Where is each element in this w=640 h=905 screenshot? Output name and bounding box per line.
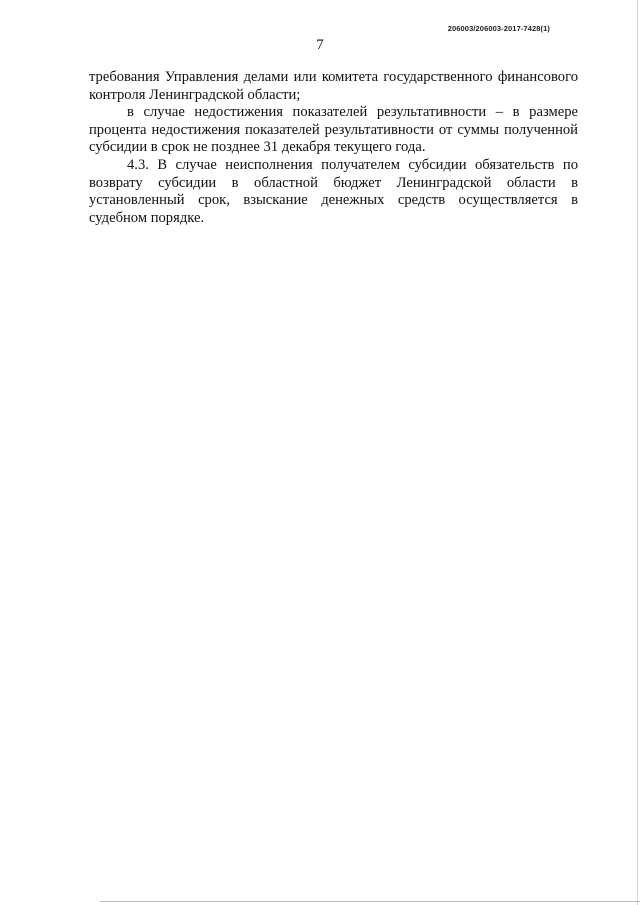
scan-bottom-line (100, 901, 640, 902)
document-id: 206003/206003-2017-7428(1) (447, 24, 550, 33)
paragraph: 4.3. В случае неисполнения получателем субсидии обязательств по возврату субсидии в областной бюджет Ленинградской области в установленный срок, взыскание денежных средств осуществляется в судебном порядке. (89, 156, 578, 226)
paragraph: в случае недостижения показателей результативности – в размере процента недостижения показателей результативности от суммы полученной субсидии в срок не позднее 31 декабря текущего года. (89, 104, 578, 156)
page-number: 7 (316, 37, 324, 53)
scan-edge-line (637, 0, 638, 905)
paragraph: требования Управления делами или комитета государственного финансового контроля Ленинградской области; (89, 69, 578, 103)
document-body (89, 69, 578, 227)
